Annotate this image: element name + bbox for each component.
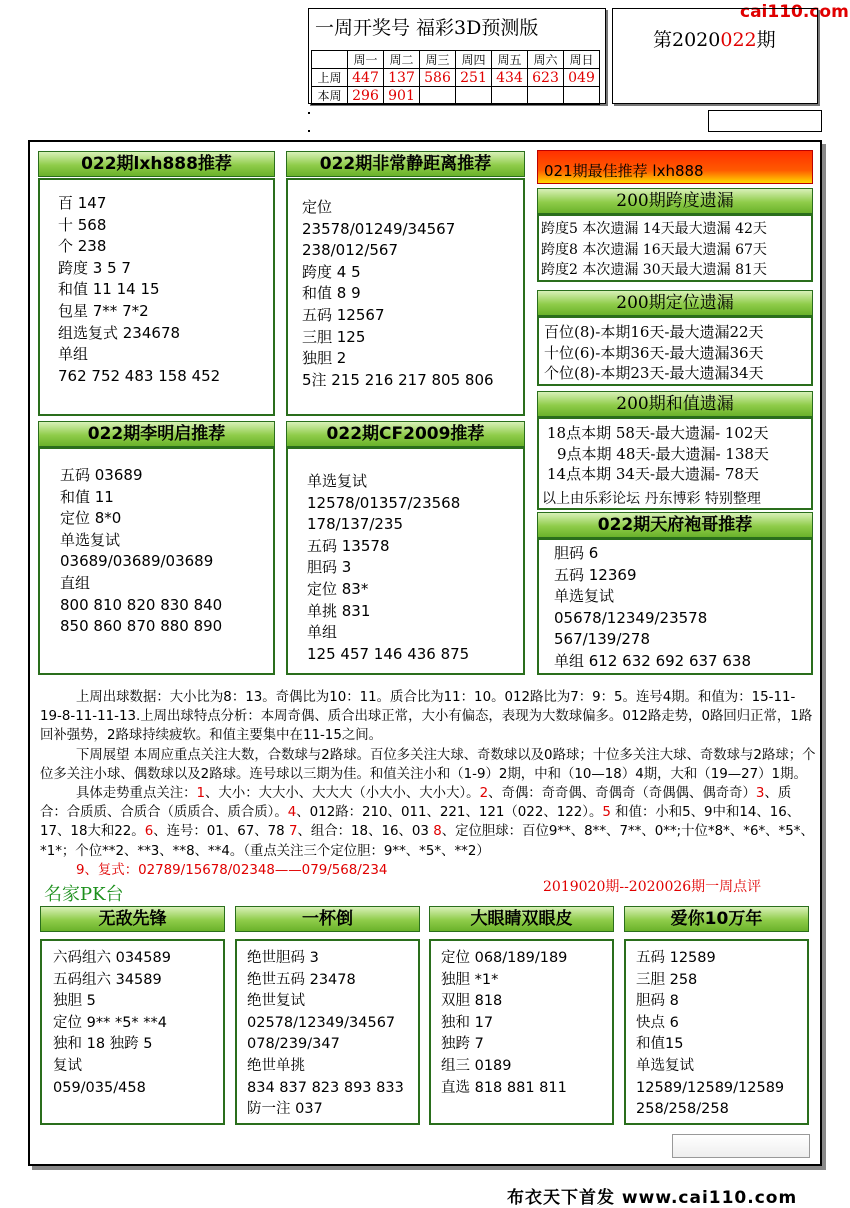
item-number: 1 [196, 786, 206, 802]
table-corner [312, 51, 348, 69]
content-line: 复试 [53, 1057, 82, 1074]
content-line: 178/137/235 [307, 515, 403, 534]
pk-date-range: 2019020期--2020026期一周点评 [543, 879, 762, 895]
text-span: 、质合：合质质、合质合（质质合、质合质）。 [40, 786, 792, 821]
draw-number: 623 [528, 69, 564, 87]
pk-box [624, 939, 809, 1125]
period-prefix: 第2020 [653, 29, 721, 51]
content-line: 和值15 [636, 1036, 684, 1053]
content-line: 762 752 483 158 452 [58, 366, 221, 385]
content-line: 单选复试 [636, 1057, 694, 1074]
content-line: 9点本期 48天-最大遗漏- 138天 [557, 444, 769, 463]
content-line: 和值 11 14 15 [58, 280, 160, 299]
draw-number [420, 87, 456, 105]
content-line: 胆码 6 [554, 544, 599, 562]
content-line: 238/012/567 [302, 241, 398, 260]
pk-box [40, 939, 225, 1125]
content-line: 单组 612 632 692 637 638 [554, 651, 751, 670]
draw-number: 296 [348, 87, 384, 105]
box-content [302, 197, 494, 391]
content-line: 跨度5 本次遗漏 14天最大遗漏 42天 [541, 221, 767, 237]
period-number: 022 [720, 29, 757, 51]
content-line: 绝世复试 [247, 993, 305, 1010]
text-span: 和值：小和5、9中和14、16、17、18大和22。 [40, 805, 801, 840]
draw-number: 251 [456, 69, 492, 87]
content-line: 单组 [58, 345, 89, 364]
content-line: 十位(6)-本期36天-最大遗漏36天 [544, 343, 764, 362]
item-number: 3 [755, 786, 765, 802]
content-line: 个 238 [58, 237, 107, 256]
text-span: 具体走势重点关注： [76, 786, 197, 802]
span-miss-box [537, 214, 813, 282]
content-line: 防一注 037 [247, 1101, 323, 1118]
item-number: 6 [144, 824, 154, 840]
item-number: 5 [602, 805, 611, 821]
pos-miss-box [537, 316, 813, 386]
table-row [312, 87, 600, 105]
content-line: 12589/12589/12589 [636, 1079, 785, 1096]
analysis-paragraph [40, 784, 816, 861]
content-line: 绝世五码 23478 [247, 971, 356, 988]
draw-number [456, 87, 492, 105]
footer-text: 布衣天下首发 www.cai110.com [507, 1188, 798, 1208]
item-number: 7 [288, 824, 298, 840]
text-span: 、012路：210、011、221、121（022、122）。 [296, 805, 603, 821]
content-line: 直选 818 881 811 [441, 1079, 567, 1096]
analysis-paragraph: 9、复式：02789/15678/02348——079/568/234 [76, 862, 388, 878]
content-line: 078/239/347 [247, 1036, 340, 1053]
content-line: 三胆 258 [636, 971, 698, 988]
box-title: 022期CF2009推荐 [286, 421, 525, 447]
draw-number [564, 87, 600, 105]
pk-title: 大眼睛双眼皮 [429, 906, 614, 932]
box-title: 022期李明启推荐 [38, 421, 275, 447]
draw-number: 137 [384, 69, 420, 87]
pk-section-title: 名家PK台 [44, 884, 124, 905]
draw-number: 434 [492, 69, 528, 87]
content-line: 059/035/458 [53, 1079, 146, 1096]
content-line: 独跨 7 [441, 1036, 484, 1053]
day-header: 周四 [456, 51, 492, 69]
box-content [58, 193, 220, 387]
content-line: 独和 18 独跨 5 [53, 1036, 153, 1053]
box-content [247, 948, 404, 1121]
period-suffix: 期 [756, 29, 776, 51]
content-line: 独胆 *1* [441, 971, 499, 988]
content-line: 五码 12369 [554, 565, 637, 584]
day-header: 周日 [564, 51, 600, 69]
item-number: 4 [287, 805, 297, 821]
content-line: 和值 8 9 [302, 284, 361, 303]
draw-number: 447 [348, 69, 384, 87]
lxh-box [38, 178, 275, 416]
dot [308, 112, 310, 114]
draw-number: 586 [420, 69, 456, 87]
box-title: 022期非常静距离推荐 [286, 151, 525, 177]
table-header-row [312, 51, 600, 69]
content-line: 五码 13578 [307, 536, 390, 555]
day-header: 周三 [420, 51, 456, 69]
pk-box [429, 939, 614, 1125]
period-label [653, 25, 776, 52]
content-line: 定位 [302, 198, 333, 216]
best-recommend-banner: 021期最佳推荐 lxh888 [537, 150, 813, 184]
panel-title: 一周开奖号 福彩3D预测版 [315, 17, 539, 39]
fcjl-box [286, 178, 525, 416]
content-line: 850 860 870 880 890 [60, 617, 223, 636]
content-line: 个位(8)-本期23天-最大遗漏34天 [544, 364, 764, 382]
content-line: 六码组六 034589 [53, 950, 171, 966]
content-line: 组选复式 234678 [58, 323, 181, 342]
box-title: 022期天府袍哥推荐 [537, 512, 813, 538]
table-row [312, 69, 600, 87]
content-line: 双胆 818 [441, 993, 503, 1010]
tf-box [537, 538, 813, 675]
content-line: 跨度8 本次遗漏 16天最大遗漏 67天 [541, 241, 767, 258]
row-label: 上周 [312, 69, 348, 87]
content-line: 定位 9** *5* **4 [53, 1014, 168, 1031]
text-span: 、组合：18、16、03 [297, 824, 434, 840]
text-span: 、奇偶：奇奇偶、奇偶奇（奇偶偶、偶奇奇） [488, 786, 756, 802]
text-span: 、大小：大大小、大大大（小大小、大小大）。 [205, 786, 480, 802]
draw-number [528, 87, 564, 105]
content-line: 和值 11 [60, 487, 114, 506]
content-line: 三胆 125 [302, 327, 366, 346]
analysis-paragraph: 上周出球数据：大小比为8：13。奇偶比为10：11。质合比为11：10。012路比为7：9：5。连号4期。和值为：15-11-19-8-11-11-13.上周出球特点分析：本周奇偶、质合出球正常，大小有偏态，表现为大数球偏多。012路走势，0路回归正常，1路回补强势，2路球持续疲软。和值主要集中在11-15之间。 [40, 690, 813, 744]
row-label: 本周 [312, 87, 348, 105]
analysis-text [40, 688, 816, 880]
weekly-draw-panel [308, 8, 606, 104]
box-title: 200期跨度遗漏 [537, 188, 813, 214]
content-line: 5注 215 216 217 805 806 [302, 370, 494, 389]
cf-box [286, 447, 525, 675]
content-line: 五码组六 34589 [53, 971, 162, 988]
content-line: 五码 12567 [302, 305, 385, 324]
draw-number: 049 [564, 69, 600, 87]
content-line: 定位 068/189/189 [441, 950, 568, 966]
content-line: 02578/12349/34567 [247, 1014, 396, 1031]
credit-line: 以上由乐彩论坛 丹东博彩 特别整理 [542, 491, 761, 507]
content-line: 03689/03689/03689 [60, 552, 214, 571]
content-line: 独胆 2 [302, 349, 347, 368]
lmq-box [38, 447, 275, 675]
content-line: 十 568 [58, 215, 107, 234]
text-span: 、连号：01、67、78 [153, 824, 289, 840]
content-line: 567/139/278 [554, 630, 650, 649]
content-line: 定位 8*0 [60, 509, 122, 528]
box-content [441, 948, 567, 1099]
box-content [554, 543, 751, 673]
dot [308, 130, 310, 132]
content-line: 胆码 8 [636, 993, 679, 1010]
empty-box [708, 110, 822, 132]
content-line: 定位 83* [307, 579, 369, 598]
text-span: 、定位胆球：百位9**、8**、7**、0**;十位*8*、*6*、*5*、*1*；个位**2、**3、**8、**4。（重点关注三个定位胆：9**、*5*、**2） [40, 824, 814, 859]
content-line: 18点本期 58天-最大遗漏- 102天 [547, 424, 769, 442]
content-line: 五码 03689 [60, 466, 143, 484]
content-line: 单选复试 [554, 587, 615, 606]
box-content [60, 465, 222, 638]
content-line: 绝世胆码 3 [247, 950, 319, 966]
day-header: 周六 [528, 51, 564, 69]
weekly-draw-table [311, 50, 600, 105]
period-panel [612, 8, 818, 104]
box-content [547, 423, 769, 485]
content-line: 125 457 146 436 875 [307, 644, 470, 663]
pk-title: 爱你10万年 [624, 906, 809, 932]
box-title: 022期lxh888推荐 [38, 151, 275, 177]
content-line: 834 837 823 893 833 [247, 1079, 404, 1096]
analysis-paragraph: 下周展望 本周应重点关注大数，合数球与2路球。百位多关注大球、奇数球以及0路球；十位多关注大球、奇数球与2路球；个位多关注小球、偶数球以及2路球。连号球以三期为佳。和值关注小和（1-9）2期，中和（10—18）4期，大和（19—27）1期。 [40, 747, 816, 782]
content-line: 05678/12349/23578 [554, 608, 708, 627]
content-line: 14点本期 34天-最大遗漏- 78天 [547, 465, 759, 483]
content-line: 组三 0189 [441, 1057, 512, 1074]
content-line: 单选复试 [60, 530, 121, 549]
draw-number [492, 87, 528, 105]
content-line: 独胆 5 [53, 993, 96, 1010]
content-line: 直组 [60, 573, 91, 592]
pk-title: 一杯倒 [235, 906, 420, 932]
content-line: 800 810 820 830 840 [60, 595, 223, 614]
content-line: 胆码 3 [307, 558, 352, 577]
content-line: 单挑 831 [307, 601, 371, 620]
sum-miss-box [537, 417, 813, 510]
box-content [636, 948, 784, 1121]
site-logo-text: cai110.com [740, 2, 849, 22]
box-content [307, 471, 469, 665]
content-line: 百 147 [58, 194, 107, 212]
box-content [541, 219, 767, 281]
content-line: 五码 12589 [636, 950, 716, 966]
day-header: 周五 [492, 51, 528, 69]
item-number: 2 [479, 786, 489, 802]
content-line: 跨度2 本次遗漏 30天最大遗漏 81天 [541, 262, 767, 278]
box-content [53, 948, 171, 1099]
item-number: 8 [433, 824, 442, 840]
day-header: 周一 [348, 51, 384, 69]
content-line: 绝世单挑 [247, 1057, 305, 1074]
content-line: 单组 [307, 623, 338, 642]
box-content [544, 322, 764, 384]
box-title: 200期定位遗漏 [537, 290, 813, 316]
pk-box [235, 939, 420, 1125]
content-line: 单选复试 [307, 472, 368, 490]
content-line: 跨度 4 5 [302, 262, 361, 281]
box-title: 200期和值遗漏 [537, 391, 813, 417]
content-line: 百位(8)-本期16天-最大遗漏22天 [544, 323, 764, 341]
pk-title: 无敌先锋 [40, 906, 225, 932]
empty-box [672, 1134, 810, 1158]
content-line: 包星 7** 7*2 [58, 301, 149, 320]
content-line: 258/258/258 [636, 1101, 729, 1118]
content-line: 23578/01249/34567 [302, 219, 456, 238]
content-line: 快点 6 [636, 1014, 679, 1031]
draw-number: 901 [384, 87, 420, 105]
content-line: 12578/01357/23568 [307, 493, 461, 512]
day-header: 周二 [384, 51, 420, 69]
content-line: 跨度 3 5 7 [58, 258, 131, 277]
content-line: 独和 17 [441, 1014, 494, 1031]
